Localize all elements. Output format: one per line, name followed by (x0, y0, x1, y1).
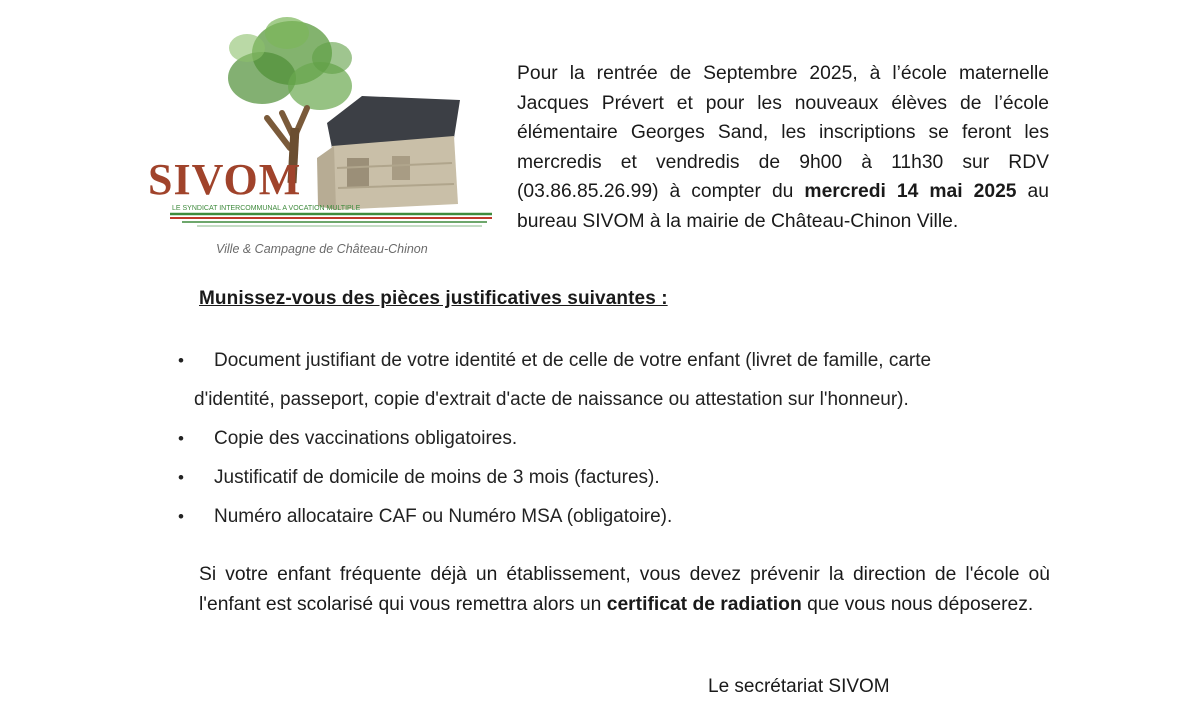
list-item (178, 419, 1058, 458)
list-item-text: Numéro allocataire CAF ou Numéro MSA (obligatoire). (214, 506, 673, 527)
intro-text-before: Pour la rentrée de Septembre 2025, à l’école maternelle Jacques Prévert et pour les nouveaux élèves de l’école élémentaire Georges Sand, les inscriptions se feront les mercredis et vendredis de 9h00 à 11h30 sur RDV (03.86.85.26.99) à compter du (517, 63, 1049, 203)
list-item (178, 458, 1058, 497)
logo-tagline: LE SYNDICAT INTERCOMMUNAL A VOCATION MULTIPLE (172, 205, 361, 212)
documents-heading: Munissez-vous des pièces justificatives suivantes : (199, 288, 668, 309)
bullet-icon: • (178, 507, 184, 526)
list-item (178, 342, 1058, 419)
logo-illustration (142, 8, 502, 264)
documents-list (178, 342, 1058, 536)
bullet-icon: • (178, 351, 184, 370)
intro-text-after: au bureau SIVOM à la mairie de Château-Chinon Ville. (517, 181, 1050, 232)
intro-paragraph (517, 59, 1049, 237)
notice-text-before: Si votre enfant fréquente déjà un établissement, vous devez prévenir la direction de l'école où l'enfant est scolarisé qui vous remettra alors un (199, 564, 1050, 615)
logo-title: SIVOM (148, 155, 302, 204)
list-item-line2: d'identité, passeport, copie d'extrait d'acte de naissance ou attestation sur l'honneur). (194, 388, 909, 410)
bullet-icon: • (178, 429, 184, 448)
sivom-logo (142, 8, 502, 264)
notice-text-after: que vous nous déposerez. (801, 593, 1034, 615)
notice-bold: certificat de radiation (606, 593, 802, 615)
list-item-line1: Document justifiant de votre identité et de celle de votre enfant (livret de famille, carte (214, 350, 932, 371)
signature: Le secrétariat SIVOM (708, 676, 890, 697)
house-icon (317, 96, 460, 210)
bullet-icon: • (178, 468, 184, 487)
intro-date-bold: mercredi 14 mai 2025 (804, 181, 1017, 203)
list-item-text: Justificatif de domicile de moins de 3 mois (factures). (214, 467, 660, 488)
logo-subtitle: Ville & Campagne de Château-Chinon (216, 242, 428, 256)
notice-paragraph (199, 560, 1050, 619)
list-item (178, 497, 1058, 536)
list-item-text: Copie des vaccinations obligatoires. (214, 428, 518, 449)
